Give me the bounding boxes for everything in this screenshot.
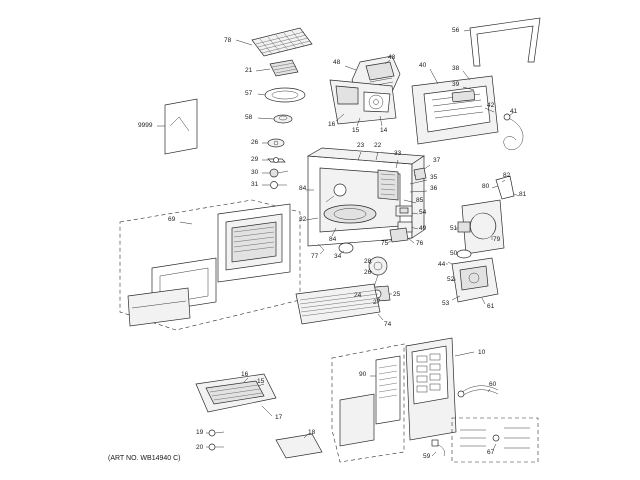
callout-15-lower: 15 (257, 378, 265, 385)
callout-42: 42 (487, 102, 495, 109)
callout-15: 15 (352, 127, 360, 134)
callout-51: 51 (450, 225, 458, 232)
callout-77: 77 (311, 253, 319, 260)
callout-76: 76 (416, 240, 424, 247)
callout-44: 44 (438, 261, 446, 268)
part-hardware-30 (262, 169, 288, 177)
callout-19: 19 (196, 429, 204, 436)
part-coupler-58 (258, 115, 292, 123)
callout-23: 23 (357, 142, 365, 149)
part-panel-group-90 (332, 344, 404, 462)
callout-14: 14 (380, 127, 388, 134)
callout-37: 37 (433, 157, 441, 164)
callout-49: 49 (419, 225, 427, 232)
callout-26-lower: 26 (364, 269, 372, 276)
callout-85: 85 (416, 197, 424, 204)
part-control-board-10 (406, 338, 474, 440)
callout-41: 41 (510, 108, 518, 115)
part-tray-53 (452, 258, 498, 304)
callout-21: 21 (245, 67, 253, 74)
callout-48: 48 (333, 59, 341, 66)
part-hardware-29 (262, 158, 285, 163)
part-switch-54 (396, 206, 412, 216)
callout-78: 78 (224, 37, 232, 44)
callout-20: 20 (196, 444, 204, 451)
callout-38: 38 (452, 65, 460, 72)
callout-31: 31 (251, 181, 259, 188)
callout-61: 61 (487, 303, 495, 310)
part-hardware-31 (262, 182, 287, 189)
callout-18: 18 (308, 429, 316, 436)
callout-26: 26 (251, 139, 259, 146)
callout-80: 80 (482, 183, 490, 190)
part-wire-handle-56 (464, 18, 540, 66)
callout-28: 28 (364, 258, 372, 265)
callout-82: 82 (503, 172, 511, 179)
callout-40: 40 (419, 62, 427, 69)
part-fastener-20 (206, 444, 224, 450)
callout-30: 30 (251, 169, 259, 176)
callout-16-lower: 16 (241, 371, 249, 378)
callout-81: 81 (519, 191, 527, 198)
callout-29: 29 (251, 156, 259, 163)
callout-59: 59 (423, 453, 431, 460)
callout-53: 53 (442, 300, 450, 307)
part-wiring-box-67 (452, 418, 538, 462)
callout-43: 43 (388, 54, 396, 61)
art-number-label: (ART NO. WB14940 C) (108, 455, 181, 462)
callout-17: 17 (275, 414, 283, 421)
part-connector-59 (432, 440, 445, 456)
callout-57: 57 (245, 90, 253, 97)
callout-39: 39 (452, 81, 460, 88)
callout-79: 79 (493, 236, 501, 243)
callout-16: 16 (328, 121, 336, 128)
callout-90: 90 (359, 371, 367, 378)
callout-36: 36 (430, 185, 438, 192)
part-hardware-50 (457, 250, 471, 258)
part-cord-41 (504, 112, 523, 150)
callout-27: 27 (373, 299, 381, 306)
callout-22: 22 (374, 142, 382, 149)
part-bracket-37 (414, 168, 426, 180)
part-rack-78 (236, 28, 312, 56)
callout-24: 24 (354, 292, 362, 299)
part-door-group-69 (120, 200, 300, 330)
callout-54: 54 (419, 209, 427, 216)
callout-60: 60 (489, 381, 497, 388)
callout-52: 52 (447, 276, 455, 283)
callout-50: 50 (450, 250, 458, 257)
callout-9999: 9999 (138, 122, 153, 129)
part-plate-21 (256, 60, 298, 76)
callout-25: 25 (393, 291, 401, 298)
part-base-chassis-15 (330, 80, 396, 126)
part-hardware-26 (262, 139, 284, 147)
callout-33: 33 (394, 150, 402, 157)
callout-10: 10 (478, 349, 486, 356)
callout-35: 35 (430, 174, 438, 181)
callout-67: 67 (487, 449, 495, 456)
callout-32: 32 (299, 216, 307, 223)
callout-74: 74 (384, 321, 392, 328)
part-vent-grille-74 (296, 284, 383, 324)
part-hardware-51 (456, 222, 470, 232)
part-bracket-82 (492, 176, 519, 199)
callout-75: 75 (381, 240, 389, 247)
callout-84-upper: 84 (299, 185, 307, 192)
callout-56: 56 (452, 27, 460, 34)
callout-84-lower: 84 (329, 236, 337, 243)
part-literature-9999 (157, 99, 197, 154)
part-turntable-ring-57 (258, 88, 305, 102)
part-bottom-panel-18 (276, 434, 322, 458)
callout-34: 34 (334, 253, 342, 260)
callout-58: 58 (245, 114, 253, 121)
callout-69: 69 (168, 216, 176, 223)
part-fastener-19 (206, 430, 224, 436)
